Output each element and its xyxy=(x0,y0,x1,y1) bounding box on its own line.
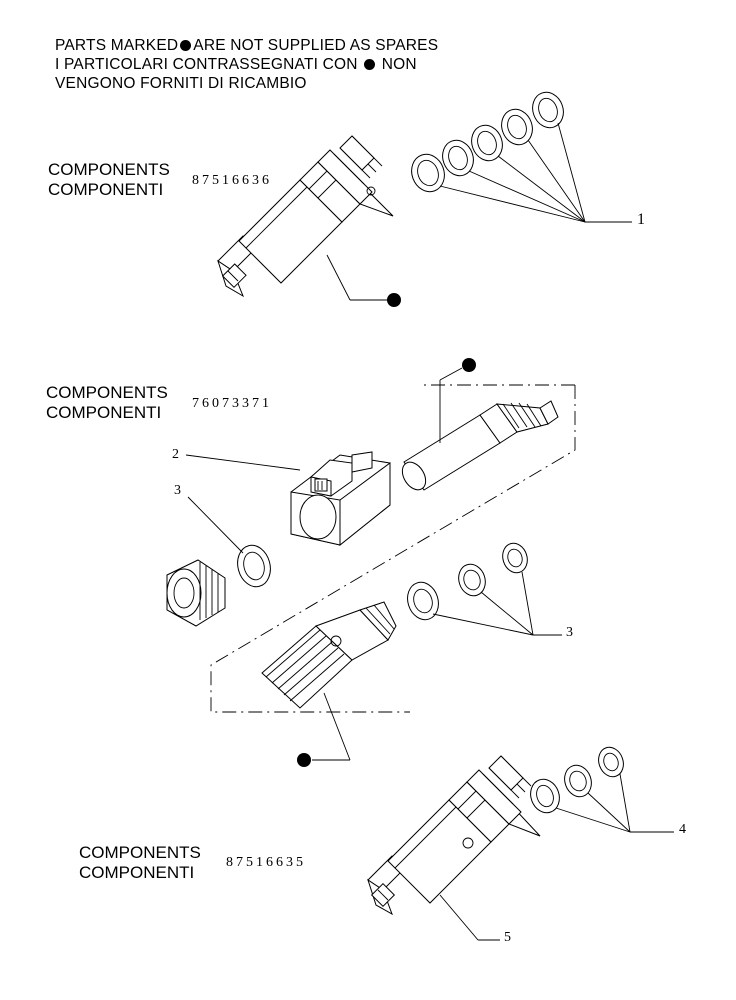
components-label-en-3: COMPONENTS xyxy=(79,843,201,862)
components-label-it-3: COMPONENTI xyxy=(79,863,195,882)
notice-line-1-after: ARE NOT SUPPLIED AS SPARES xyxy=(193,37,439,54)
not-supplied-marker-1 xyxy=(327,255,401,307)
valve-spool-2 xyxy=(262,602,396,708)
leader-line-3-left xyxy=(188,497,243,553)
components-label-it-1: COMPONENTI xyxy=(48,180,164,199)
callout-2: 2 xyxy=(172,447,179,462)
assembly-1-drawing xyxy=(218,88,632,307)
notice-line-1-before: PARTS MARKED xyxy=(55,37,179,54)
callout-3-left: 3 xyxy=(174,483,181,498)
callout-1: 1 xyxy=(637,211,645,228)
assembly-2-drawing xyxy=(167,358,575,767)
components-code-1: 87516636 xyxy=(192,173,272,188)
components-label-it-2: COMPONENTI xyxy=(46,403,162,422)
coil-2 xyxy=(291,452,390,545)
leader-line-2 xyxy=(186,455,300,470)
components-code-2: 76073371 xyxy=(192,396,272,411)
callout-3-right: 3 xyxy=(566,625,573,640)
seal-rings-group-4 xyxy=(526,744,627,817)
leader-lines-callout-3-right xyxy=(433,572,562,635)
knurled-nut-2 xyxy=(167,560,225,626)
seal-rings-group-1 xyxy=(406,88,568,196)
assembly-3-drawing xyxy=(368,744,674,940)
cartridge-2 xyxy=(398,401,558,494)
notice-line-2-after: NON xyxy=(381,56,417,73)
notice-line-2-before: I PARTICOLARI CONTRASSEGNATI CON xyxy=(55,56,358,73)
seal-rings-group-3 xyxy=(403,540,531,624)
callout-5: 5 xyxy=(504,930,511,945)
components-code-3: 87516635 xyxy=(226,855,306,870)
notice-line-3: VENGONO FORNITI DI RICAMBIO xyxy=(55,75,307,92)
valve-body-1 xyxy=(218,136,393,296)
components-label-en-2: COMPONENTS xyxy=(46,383,168,402)
components-label-en-1: COMPONENTS xyxy=(48,160,170,179)
valve-body-3 xyxy=(368,756,540,914)
callout-4: 4 xyxy=(679,822,686,837)
leader-line-5 xyxy=(440,895,500,940)
